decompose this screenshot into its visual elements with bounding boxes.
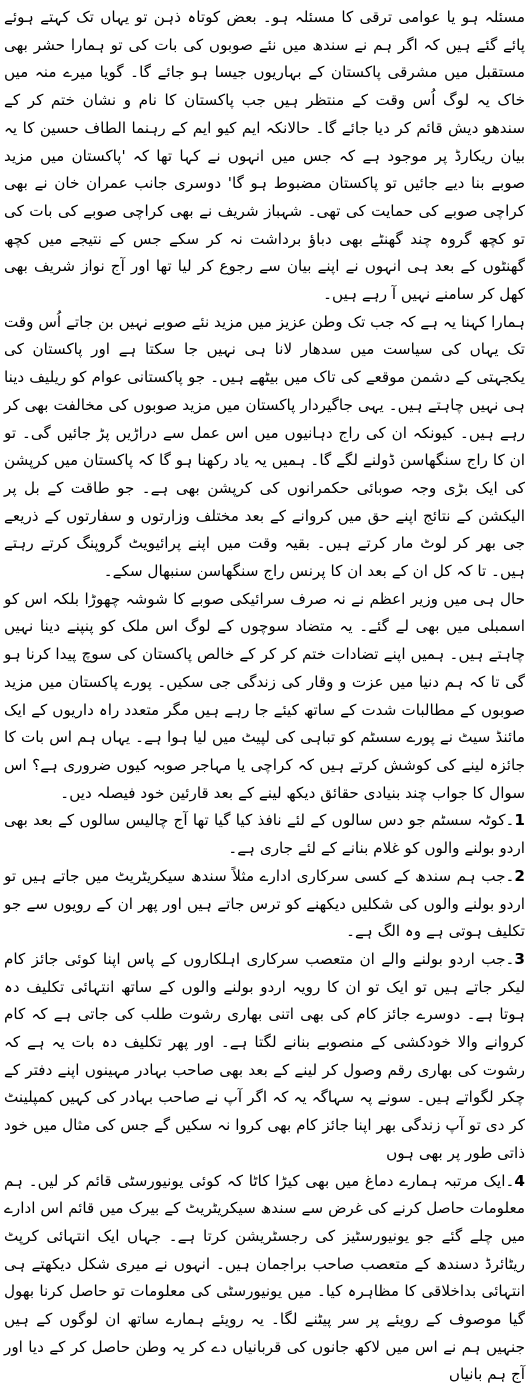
point-text: ۔ایک مرتبہ ہمارے دماغ میں بھی کیڑا کاٹا کہ کوئی یونیورسٹی قائم کر لیں۔ ہم معلومات حاصل کرنے کی غرض سے سندھ سیکریٹریٹ کے بیرک میں قائم اس ادارے میں چلے گئے جو یونیورسٹیز کی رجسٹریشن کرتا ہے۔ جہاں ایک انتہائی کرپٹ ریٹائرڈ دسندھ کے متعصب صاحب براجمان ہیں۔ انہوں نے میری شکل دیکھتے ہی انتہائی بداخلاقی کا مظاہرہ کیا۔ میں یونیورسٹی کی معلومات تو حاصل کرنا بھول گیا موصوف کے رویئے پر سر پیٹنے لگا۔ یہ رویئے ہمارے ساتھ ان لوگوں کے ہیں جنہیں ہم نے اس میں لاکھ جانوں کی قربانیاں دے کر یہ وطن حاصل کر کے دیا اور آج ہم بانیاں — [4, 1171, 525, 1384]
point-number: 3 — [514, 949, 525, 968]
point-number: 2 — [514, 866, 525, 885]
article-paragraph-1: مسئلہ ہو یا عوامی ترقی کا مسئلہ ہو۔ بعض کوتاہ ذہن تو یہاں تک کہتے ہوئے پائے گئے ہیں کہ اگر ہم نے سندھ میں نئے صوبوں کی بات کی تو ہمارا حشر بھی مستقبل میں مشرقی پاکستان کے بہاریوں جیسا ہو جائے گا۔ گویا میرے منہ میں خاک یہ لوگ اُس وقت کے منتظر ہیں جب پاکستان کا نام و نشان ختم کر کے سندھو دیش قائم کر دیا جائے گا۔ حالانکہ ایم کیو ایم کے رہنما الطاف حسین کا یہ بیان ریکارڈ پر موجود ہے کہ جس میں انہوں نے کہا تھا کہ 'پاکستان میں مزید صوبے بنا دیے جائیں تو پاکستان مضبوط ہو گا' دوسری جانب عمران خان نے بھی کراچی صوبے کی حمایت کی تھی۔ شہباز شریف نے بھی کراچی صوبے کی بات کی تو کچھ گروہ چند گھنٹے بھی دباؤ برداشت نہ کر سکے جس کے نتیجے میں کچھ گھنٹوں کے بعد ہی انہوں نے اپنے بیان سے رجوع کر لیا تھا اور آج نواز شریف بھی کھل کر سامنے نہیں آ رہے ہیں۔ — [4, 8, 525, 304]
numbered-point-1 — [4, 807, 525, 862]
point-text: ۔کوٹہ سسٹم جو دس سالوں کے لئے نافذ کیا گیا تھا آج چالیس سالوں کے بعد بھی اردو بولنے والوں کو غلام بنانے کے لئے جاری ہے۔ — [4, 811, 525, 858]
article-paragraph-3: حال ہی میں وزیر اعظم نے نہ صرف سرائیکی صوبے کا شوشہ چھوڑا بلکہ اس کو اسمبلی میں بھی لے گئے۔ یہ متضاد سوچوں کے لوگ اس ملک کو پنپنے دینا نہیں چاہتے ہیں۔ ہمیں اپنے تضادات ختم کر کر کے خالص پاکستان کی سوچ پیدا کرنا ہو گی تا کہ ہم دنیا میں عزت و وقار کی زندگی جی سکیں۔ پورے پاکستان میں مزید صوبوں کے مطالبات شدت کے ساتھ کیئے جا رہے ہیں مگر متعدد راہ داریوں کے ایک مائنڈ سیٹ نے پورے سسٹم کو تباہی کی لپیٹ میں لیا ہوا ہے۔ یہاں ہم اس بات کا جائزہ لینے کی کوشش کرتے ہیں کہ کراچی یا مہاجر صوبہ کیوں ضروری ہے؟ اس سوال کا جواب چند بنیادی حقائق دیکھ لینے کے بعد قارئین خود فیصلہ دیں۔ — [4, 589, 525, 802]
point-text: ۔جب اردو بولنے والے ان متعصب سرکاری اہلکاروں کے پاس اپنا کوئی جائز کام لیکر جاتے ہیں تو ایک تو ان کا رویہ اردو بولنے والوں کے ساتھ انتہائی تکلیف دہ ہوتا ہے۔ دوسرے جائز کام کی بھی اتنی بھاری رشوت طلب کی جاتی ہے کہ کام کروانے والا خودکشی کے منصوبے بنانے لگتا ہے۔ اور پھر تکلیف دہ بات یہ ہے کہ رشوت کی بھاری رقم وصول کر لینے کے بعد بھی صاحب بہادر مہینوں اپنے دفتر کے چکر لگواتے ہیں۔ سونے پہ سہاگہ یہ کہ اگر آپ نے صاحب بہادر کی کہیں کمپلینٹ کر دی تو آپ زندگی بھر اپنا جائز کام بھی کروا نہ سکیں گے جس کی مثال میں خود ذاتی طور پر بھی ہوں — [4, 949, 525, 1162]
numbered-point-4 — [4, 1168, 525, 1389]
numbered-point-2 — [4, 863, 525, 946]
point-text: ۔جب ہم سندھ کے کسی سرکاری ادارے مثلاً سندھ سیکریٹریٹ میں جاتے ہیں تو اردو بولنے والوں کی شکلیں دیکھنے کو ترس جاتے ہیں اور پھر ان کے رویوں سے جو تکلیف ہوتی ہے وہ الگ ہے۔ — [4, 866, 525, 941]
numbered-point-3 — [4, 946, 525, 1168]
point-number: 4 — [514, 1171, 525, 1190]
article-paragraph-2: ہمارا کہنا یہ ہے کہ جب تک وطن عزیز میں مزید نئے صوبے نہیں بن جاتے اُس وقت تک یہاں کی سیاست میں سدھار لانا ہی نہیں جا سکتا ہے اور پاکستان کی یکجہتی کے دشمن موقعے کی تاک میں بیٹھے ہیں۔ جو پاکستانی عوام کو ریلیف دینا ہی نہیں چاہتے ہیں۔ یہی جاگیردار پاکستان میں مزید صوبوں کی مخالفت بھی کر رہے ہیں۔ کیونکہ ان کی راج دہانیوں میں اس عمل سے دراڑیں پڑ جائیں گی۔ تو ان کا راج سنگھاسن ڈولنے لگے گا۔ ہمیں یہ یاد رکھنا ہو گا کہ پاکستان میں کرپشن کی ایک بڑی وجہ صوبائی حکمرانوں کی کرپشن بھی ہے۔ جو طاقت کے بل پر الیکشن کے نتائج اپنے حق میں کروانے کے بعد مختلف وزارتوں و سفارتوں کے ذریعے جی بھر کر لوٹ مار کرتے ہیں۔ بقیہ وقت میں اپنے پرائیویٹ گروپنگ کرتے رہتے ہیں۔ تا کہ کل ان کے بعد ان کا پرنس راج سنگھاسن سنبھال سکے۔ — [4, 312, 525, 581]
point-number: 1 — [514, 811, 525, 830]
